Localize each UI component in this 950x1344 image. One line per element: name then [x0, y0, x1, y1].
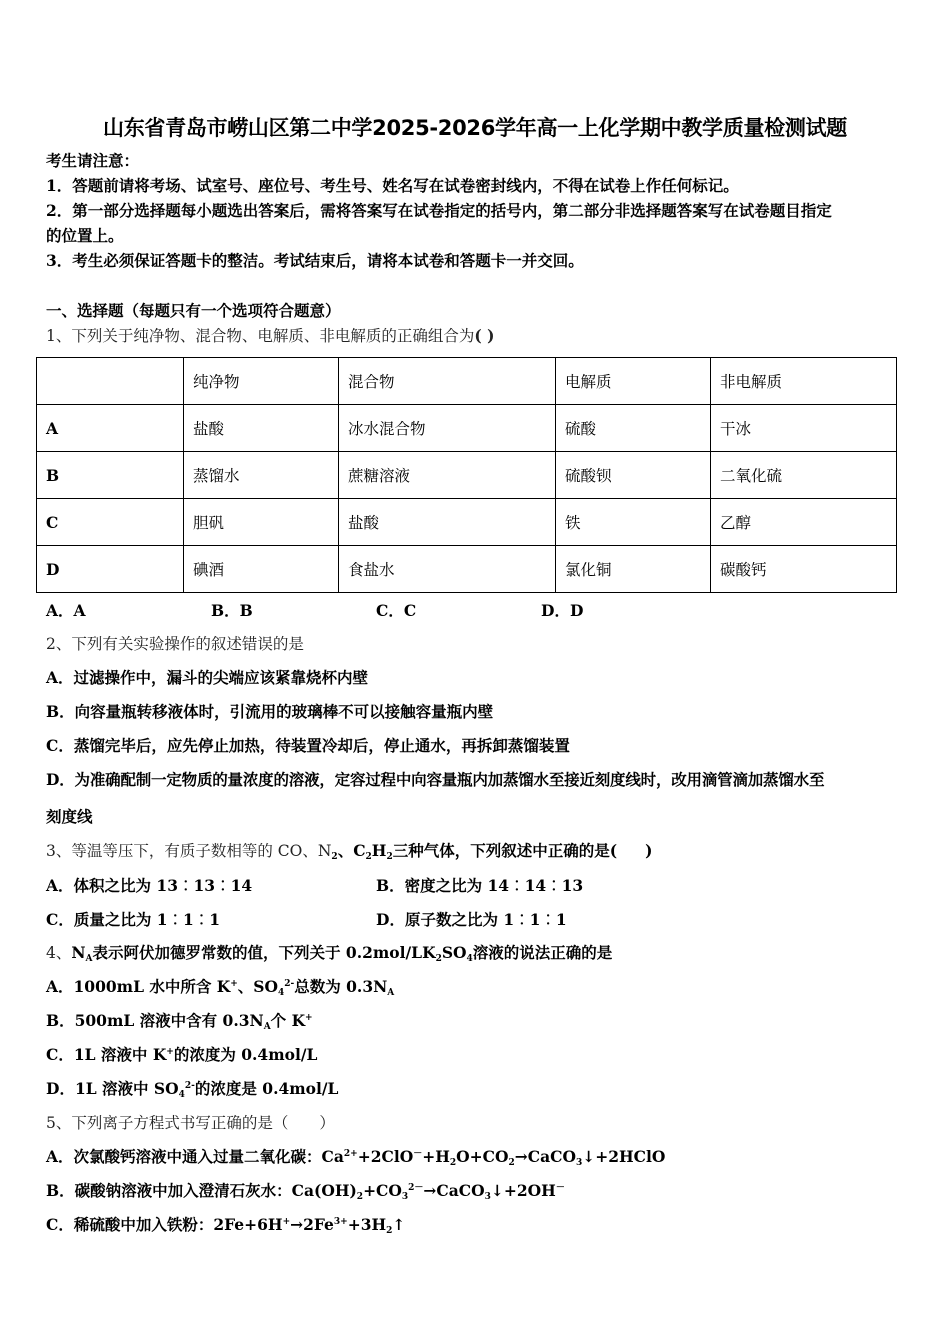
superscript: 2－ [408, 1183, 424, 1193]
subscript: 3 [484, 1192, 491, 1202]
q5-option-c [46, 1214, 900, 1236]
q1-option-a: A．A [46, 601, 86, 620]
q4-stem-part: SO [441, 943, 467, 962]
q3-option-d: D．原子数之比为 1︰1︰1 [376, 910, 567, 929]
q4-option-d [46, 1078, 900, 1100]
q3-option-b: B．密度之比为 14︰14︰13 [376, 876, 584, 895]
superscript: 2+ [343, 1149, 358, 1159]
q2-option-d: D．为准确配制一定物质的量浓度的溶液，定容过程中向容量瓶内加蒸馏水至接近刻度线时，改用滴管滴加蒸馏水至 [46, 770, 825, 789]
superscript: + [282, 1217, 291, 1227]
subscript: 2 [449, 1158, 457, 1168]
table-cell: 硫酸钡 [556, 452, 711, 499]
superscript: 2- [184, 1081, 195, 1091]
q4-c-part: C．1L 溶液中 K [46, 1045, 167, 1064]
q3-option-a: A．体积之比为 13︰13︰14 [46, 876, 253, 895]
q1-stem-text: 1、下列关于纯净物、混合物、电解质、非电解质的正确组合为 [46, 327, 475, 345]
table-header-cell: 混合物 [339, 358, 556, 405]
q4-stem-part: 表示阿伏加德罗常数的值，下列关于 0.2mol/LK [92, 943, 436, 962]
q5-a-part: →CaCO [514, 1147, 576, 1166]
table-cell: C [37, 499, 184, 546]
q4-stem-part: 溶液的说法正确的是 [472, 943, 613, 962]
q5-a-part: A．次氯酸钙溶液中通入过量二氧化碳：Ca [46, 1147, 344, 1166]
subscript: 2 [435, 954, 442, 964]
q4-a-part: A．1000mL 水中所含 K [46, 977, 231, 996]
q5-c-part: +3H [347, 1215, 387, 1234]
q4-option-b [46, 1010, 900, 1032]
q5-a-part: +H [422, 1147, 450, 1166]
q1-stem [46, 325, 900, 347]
table-cell: 盐酸 [184, 405, 339, 452]
q4-b-part: 个 K [270, 1011, 306, 1030]
table-cell: 硫酸 [556, 405, 711, 452]
table-row [37, 546, 897, 593]
table-cell: 氯化铜 [556, 546, 711, 593]
subscript: 3 [401, 1192, 409, 1202]
notice-item-3: 3．考生必须保证答题卡的整洁。考试结束后，请将本试卷和答题卡一并交回。 [46, 251, 584, 270]
q5-b-part: B．碳酸钠溶液中加入澄清石灰水：Ca(OH) [46, 1181, 357, 1200]
q5-option-b [46, 1180, 900, 1202]
superscript: － [555, 1183, 565, 1193]
table-cell: 碳酸钙 [711, 546, 897, 593]
table-cell: A [37, 405, 184, 452]
q5-b-part: +CO [363, 1181, 402, 1200]
q5-stem: 5、下列离子方程式书写正确的是（ ） [46, 1114, 335, 1132]
q1-option-b: B．B [211, 601, 253, 620]
q4-option-c [46, 1044, 900, 1066]
q5-a-part: +2ClO [357, 1147, 414, 1166]
q1-paren: ( ) [474, 326, 495, 345]
superscript: + [230, 979, 238, 989]
subscript: 2 [386, 852, 393, 862]
q2-stem: 2、下列有关实验操作的叙述错误的是 [46, 635, 304, 653]
q5-c-part: C．稀硫酸中加入铁粉：2Fe+6H [46, 1215, 283, 1234]
superscript: － [413, 1149, 423, 1159]
q3-stem-part: 三种气体，下列叙述中正确的是( [392, 841, 618, 860]
q3-stem-part: ) [645, 841, 653, 860]
subscript: 2 [508, 1158, 515, 1168]
superscript: 3+ [333, 1217, 348, 1227]
table-cell: 蒸馏水 [184, 452, 339, 499]
section-heading: 一、选择题（每题只有一个选项符合题意） [46, 301, 341, 320]
q4-b-part: B．500mL 溶液中含有 0.3N [46, 1011, 264, 1030]
table-cell: D [37, 546, 184, 593]
table-cell: 食盐水 [339, 546, 556, 593]
superscript: + [166, 1047, 174, 1057]
q2-option-d-cont: 刻度线 [46, 807, 93, 826]
subscript: 4 [277, 988, 285, 998]
q2-option-a: A．过滤操作中，漏斗的尖端应该紧靠烧杯内壁 [46, 668, 369, 687]
q3-stem-part: H [371, 841, 387, 860]
table-row [37, 499, 897, 546]
q4-c-part: 的浓度为 0.4mol/L [173, 1045, 318, 1064]
table-header-cell: 电解质 [556, 358, 711, 405]
table-cell: 干冰 [711, 405, 897, 452]
table-cell: 乙醇 [711, 499, 897, 546]
table-header-cell: 非电解质 [711, 358, 897, 405]
page-title: 山东省青岛市崂山区第二中学2025-2026学年高一上化学期中教学质量检测试题 [103, 116, 847, 140]
q2-option-c: C．蒸馏完毕后，应先停止加热，待装置冷却后，停止通水，再拆卸蒸馏装置 [46, 736, 570, 755]
table-header-row [37, 358, 897, 405]
q5-a-part: ↓+2HClO [582, 1147, 666, 1166]
q3-stem [46, 840, 900, 862]
notice-item-2: 2．第一部分选择题每小题选出答案后，需将答案写在试卷指定的括号内，第二部分非选择题答案写在试卷题目指定 [46, 201, 832, 220]
table-cell: 蔗糖溶液 [339, 452, 556, 499]
table-cell [37, 358, 184, 405]
q4-d-part: D．1L 溶液中 SO [46, 1079, 179, 1098]
notice-heading: 考生请注意： [46, 151, 140, 170]
table-header-cell: 纯净物 [184, 358, 339, 405]
table-row [37, 405, 897, 452]
subscript: 3 [575, 1158, 583, 1168]
q5-option-a [46, 1146, 900, 1168]
q1-option-c: C．C [376, 601, 417, 620]
table-cell: 碘酒 [184, 546, 339, 593]
q1-table [36, 357, 897, 593]
q4-a-part: 总数为 0.3N [294, 977, 388, 996]
notice-item-1: 1．答题前请将考场、试室号、座位号、考生号、姓名写在试卷密封线内，不得在试卷上作任何标记。 [46, 176, 739, 195]
q5-c-part: ↑ [392, 1215, 406, 1234]
q4-option-a [46, 976, 900, 998]
subscript: 2 [331, 852, 338, 862]
q5-b-part: ↓+2OH [490, 1181, 556, 1200]
q1-option-d: D．D [541, 601, 584, 620]
q4-d-part: 的浓度是 0.4mol/L [194, 1079, 339, 1098]
q5-b-part: →CaCO [423, 1181, 485, 1200]
subscript: A [263, 1022, 271, 1032]
table-row [37, 452, 897, 499]
q5-c-part: →2Fe [290, 1215, 334, 1234]
notice-item-2-cont: 的位置上。 [46, 226, 124, 245]
q3-stem-part: 、C [337, 841, 366, 860]
table-cell: 胆矾 [184, 499, 339, 546]
subscript: 2 [356, 1192, 364, 1202]
superscript: + [305, 1013, 313, 1023]
q4-stem-part: N [71, 943, 86, 962]
superscript: 2- [284, 979, 295, 989]
table-cell: 冰水混合物 [339, 405, 556, 452]
subscript: 4 [466, 954, 473, 964]
subscript: A [387, 988, 395, 998]
q2-option-b: B．向容量瓶转移液体时，引流用的玻璃棒不可以接触容量瓶内壁 [46, 702, 494, 721]
table-cell: 盐酸 [339, 499, 556, 546]
q4-a-part: 、SO [237, 977, 278, 996]
table-cell: B [37, 452, 184, 499]
subscript: 2 [386, 1226, 393, 1236]
subscript: 4 [178, 1090, 185, 1100]
table-cell: 二氧化硫 [711, 452, 897, 499]
q4-stem [46, 942, 900, 964]
subscript: 2 [365, 852, 372, 862]
q4-stem-part: 4、 [46, 944, 72, 962]
subscript: A [85, 954, 93, 964]
q3-option-c: C．质量之比为 1︰1︰1 [46, 910, 221, 929]
q5-a-part: O+CO [456, 1147, 509, 1166]
table-cell: 铁 [556, 499, 711, 546]
q3-stem-part: 3、等温等压下，有质子数相等的 CO、N [46, 842, 332, 860]
